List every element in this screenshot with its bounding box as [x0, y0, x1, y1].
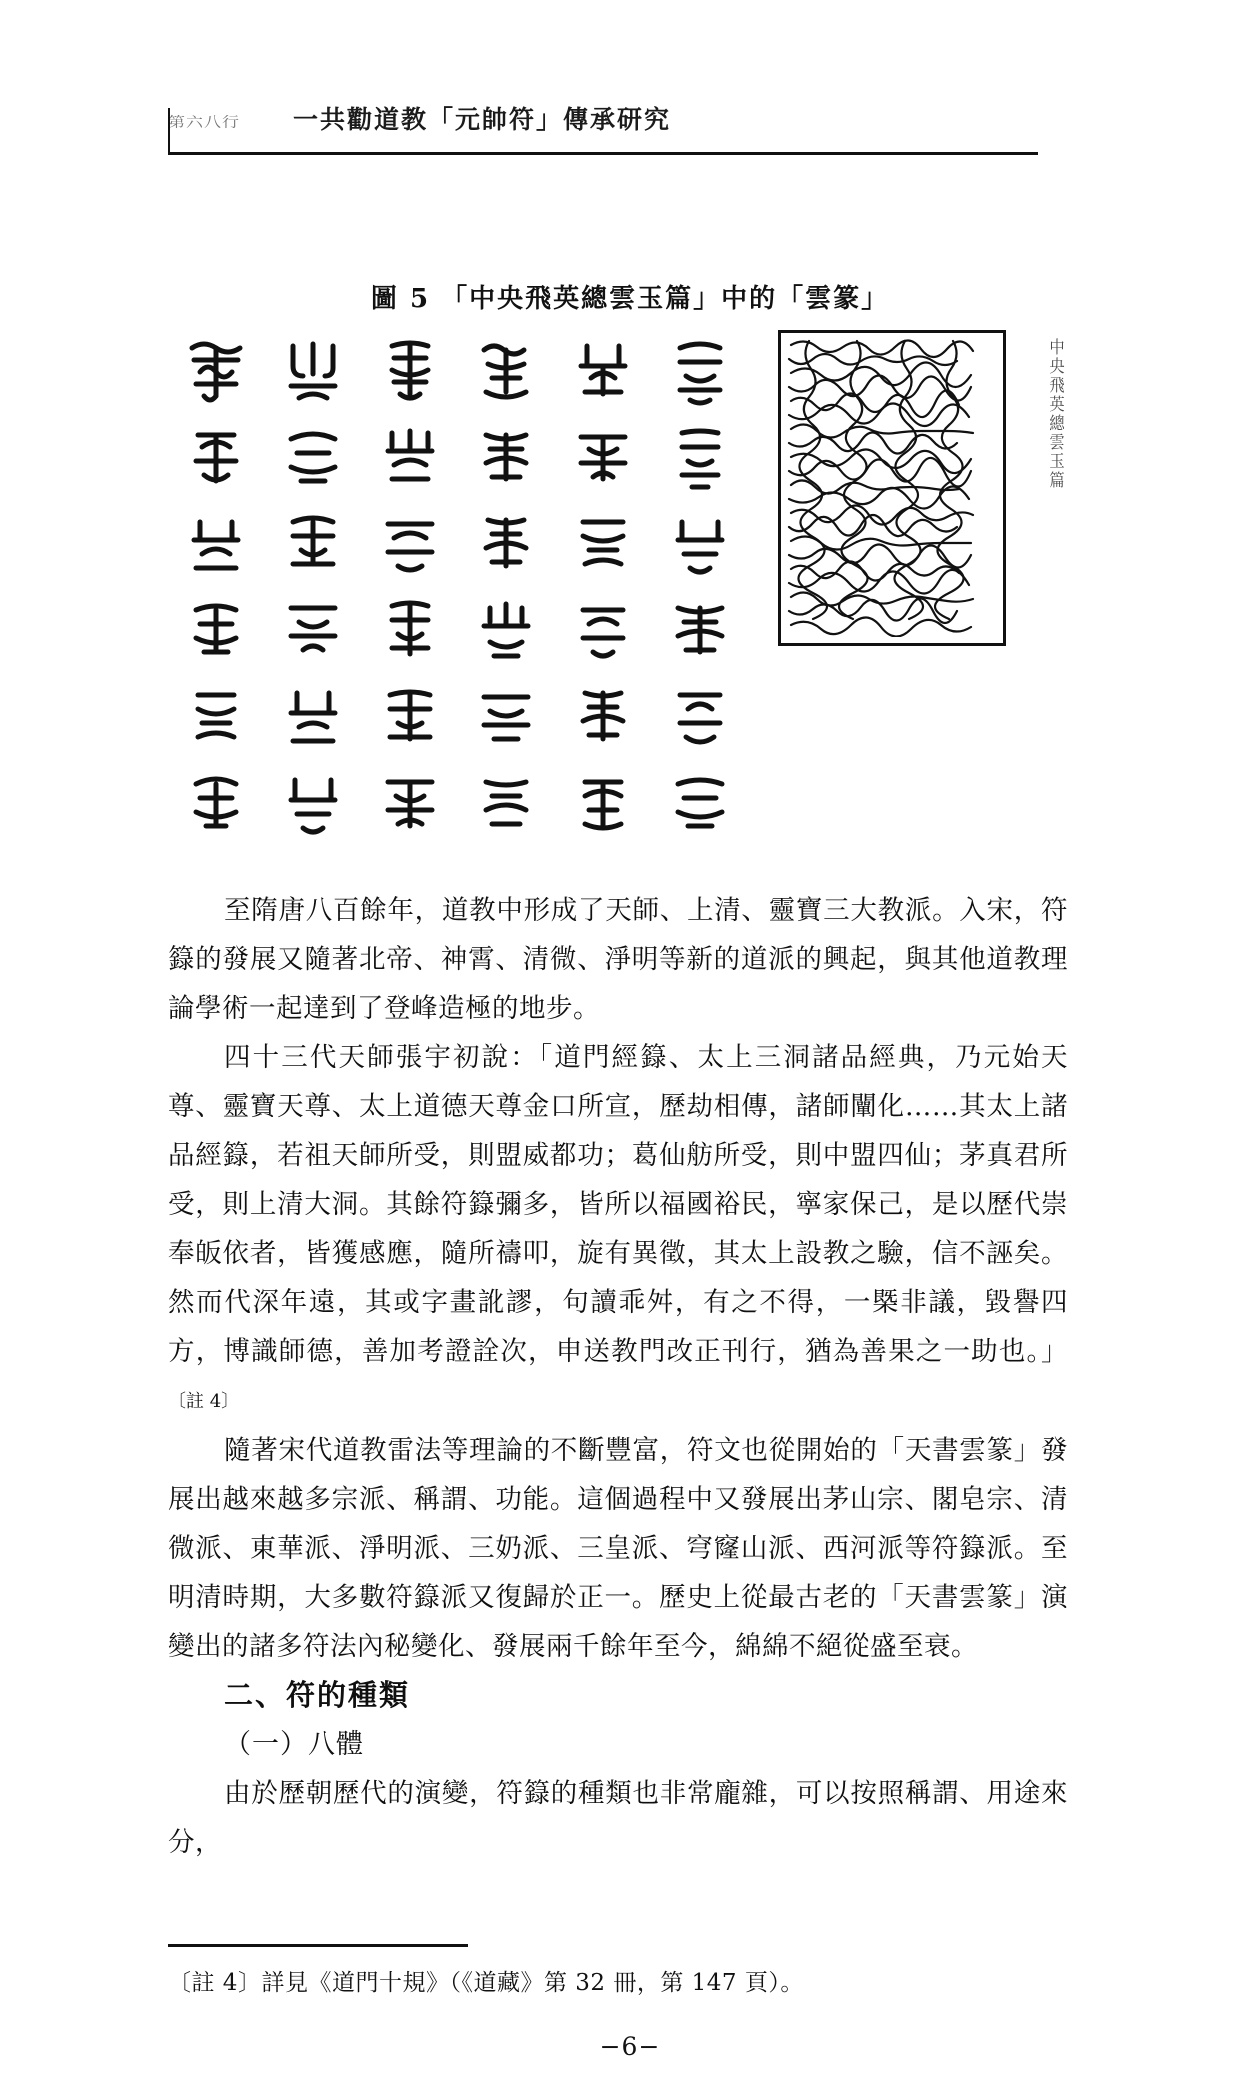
glyph-cell [458, 503, 555, 590]
paragraph-3: 隨著宋代道教雷法等理論的不斷豐富，符文也從開始的「天書雲篆」發展出越來越多宗派、稱謂、功能。這個過程中又發展出茅山宗、閣皂宗、清微派、東華派、淨明派、三奶派、三皇派、穹窿山派、西河派等符籙派。至明清時期，大多數符籙派又復歸於正一。歷史上從最古老的「天書雲篆」演變出的諸多符法內秘變化、發展兩千餘年至今，綿綿不絕從盛至衰。 [168, 1435, 1068, 1662]
glyph-cell [651, 763, 748, 850]
body-text [168, 886, 1068, 1867]
subsection-heading: （一）八體 [224, 1729, 364, 1760]
glyph-cell [361, 590, 458, 677]
glyph-cell [458, 330, 555, 417]
running-head-title: 一共勸道教「元帥符」傳承研究 [293, 105, 672, 134]
glyph-cell [361, 503, 458, 590]
glyph-cell [361, 417, 458, 504]
glyph-cell [265, 590, 362, 677]
header-vertical-rule [168, 108, 170, 152]
glyph-cell [555, 763, 652, 850]
glyph-cell [168, 503, 265, 590]
footnote-reference: 〔註 4〕 [168, 1391, 240, 1412]
running-head [168, 100, 1048, 150]
glyph-cell [458, 417, 555, 504]
paragraph-1: 至隋唐八百餘年，道教中形成了天師、上清、靈寶三大教派。入宋，符籙的發展又隨著北帝、神霄、清微、淨明等新的道派的興起，與其他道教理論學術一起達到了登峰造極的地步。 [168, 895, 1068, 1024]
glyph-cell [555, 330, 652, 417]
glyph-cell [458, 590, 555, 677]
glyph-cell [555, 417, 652, 504]
page-number: −6− [599, 2032, 661, 2061]
section-heading: 二、符的種類 [224, 1678, 411, 1712]
glyph-cell [555, 590, 652, 677]
glyph-cell [265, 417, 362, 504]
talisman-strokes [781, 333, 997, 637]
glyph-cell [361, 677, 458, 764]
glyph-cell [651, 590, 748, 677]
glyph-cell [651, 330, 748, 417]
glyph-cell [168, 677, 265, 764]
glyph-cell [265, 330, 362, 417]
glyph-cell [555, 503, 652, 590]
glyph-cell [555, 677, 652, 764]
paragraph-4: 由於歷朝歷代的演變，符籙的種類也非常龐雜，可以按照稱謂、用途來分， [168, 1778, 1068, 1858]
paragraph-2-text: 四十三代天師張宇初說：「道門經籙、太上三洞諸品經典，乃元始天尊、靈寶天尊、太上道德天尊金口所宣，歷劫相傳，諸師闡化……其太上諸品經籙，若祖天師所受，則盟威都功；葛仙舫所受，則中盟四仙；茅真君所受，則上清大洞。其餘符籙彌多，皆所以福國裕民，寧家保己，是以歷代崇奉皈依者，皆獲感應，隨所禱叩，旋有異徵，其太上設教之驗，信不誣矣。然而代深年遠，其或字畫訛謬，句讀乖舛，有之不得，一槩非議，毀譽四方，博識師德，善加考證詮次，申送教門改正刊行，猶為善果之一助也。」 [168, 1042, 1068, 1367]
paragraph-2 [168, 1033, 1068, 1426]
glyph-cell [168, 330, 265, 417]
glyph-cell [651, 503, 748, 590]
glyph-cell [458, 763, 555, 850]
talisman-plate-caption: 中央飛英總雲玉篇 [1045, 338, 1064, 490]
footnote-separator [168, 1944, 468, 1947]
footnote-text: 〔註 4〕詳見《道門十規》（《道藏》第 32 冊，第 147 頁）。 [168, 1970, 804, 1996]
header-horizontal-rule [168, 152, 1038, 155]
glyph-cell [168, 417, 265, 504]
glyph-cell [361, 763, 458, 850]
glyph-cell [168, 590, 265, 677]
glyph-cell [265, 763, 362, 850]
yunzhuan-glyph-grid [168, 330, 748, 850]
glyph-cell [458, 677, 555, 764]
running-head-marker: 第六八行 [168, 114, 240, 132]
glyph-cell [168, 763, 265, 850]
glyph-cell [361, 330, 458, 417]
figure-image [168, 330, 1088, 850]
glyph-cell [651, 677, 748, 764]
glyph-cell [651, 417, 748, 504]
glyph-cell [265, 503, 362, 590]
glyph-cell [265, 677, 362, 764]
figure-caption: 圖 5 「中央飛英總雲玉篇」中的「雲篆」 [370, 284, 890, 314]
talisman-plate [778, 330, 1006, 646]
